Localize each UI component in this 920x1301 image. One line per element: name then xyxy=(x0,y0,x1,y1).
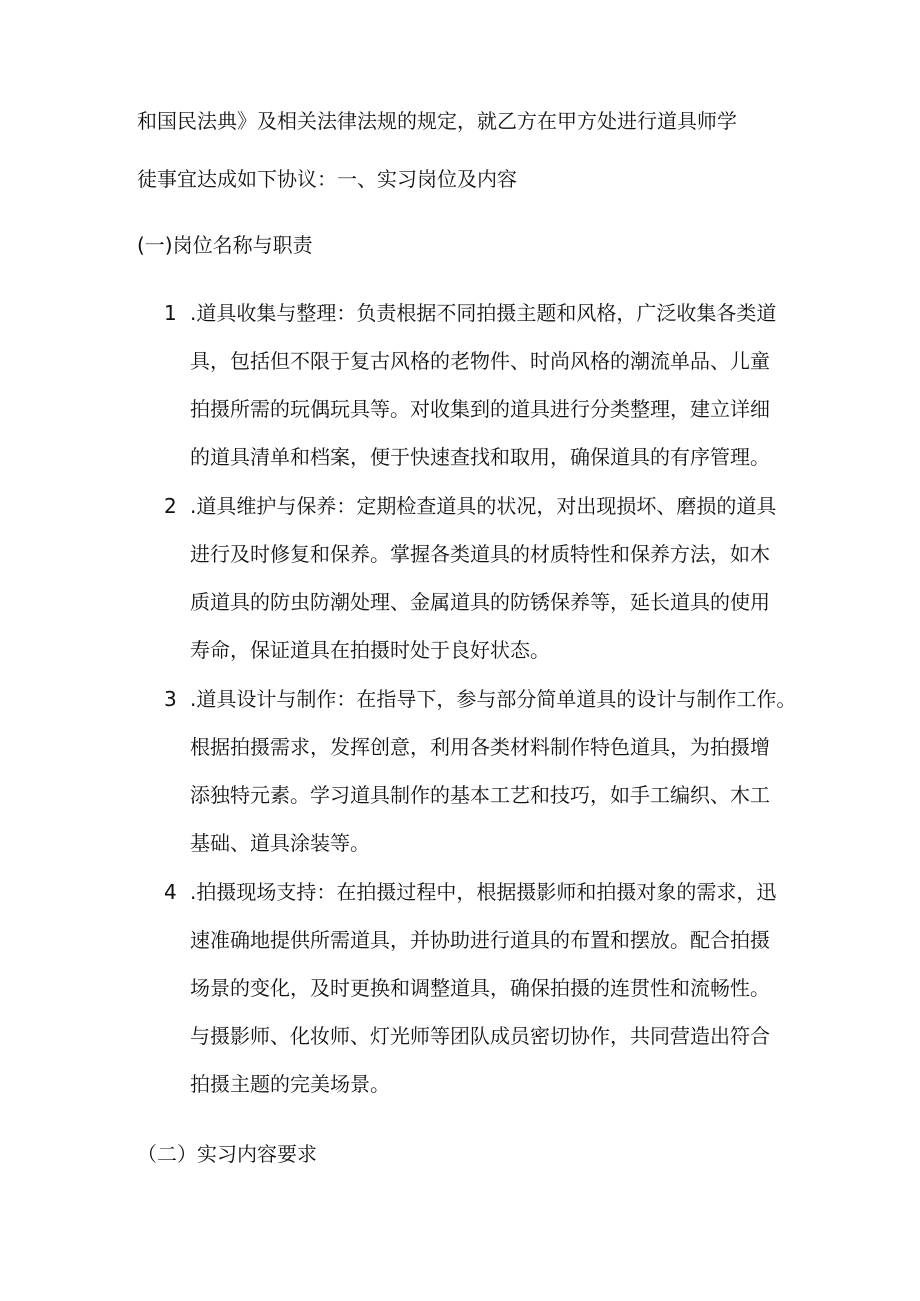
item-line: 根据拍摄需求，发挥创意，利用各类材料制作特色道具，为拍摄增 xyxy=(190,735,770,759)
item-line: .道具收集与整理：负责根据不同拍摄主题和风格，广泛收集各类道 xyxy=(190,301,777,325)
item-line: .道具维护与保养：定期检查道具的状况，对出现损坏、磨损的道具 xyxy=(190,494,777,518)
item-line: 基础、道具涂装等。 xyxy=(190,831,370,855)
item-line: 速准确地提供所需道具，并协助进行道具的布置和摆放。配合拍摄 xyxy=(190,928,770,952)
item-number: 1 xyxy=(164,301,177,325)
item-line: .道具设计与制作：在指导下，参与部分简单道具的设计与制作工作。 xyxy=(190,687,797,711)
section-heading-1: (一)岗位名称与职责 xyxy=(137,233,313,257)
item-line: 拍摄所需的玩偶玩具等。对收集到的道具进行分类整理，建立详细 xyxy=(190,397,770,421)
section-heading-2: （二）实习内容要求 xyxy=(137,1142,317,1166)
item-line: 质道具的防虫防潮处理、金属道具的防锈保养等，延长道具的使用 xyxy=(190,590,770,614)
item-number: 2 xyxy=(164,494,177,518)
item-line: .拍摄现场支持：在拍摄过程中，根据摄影师和拍摄对象的需求，迅 xyxy=(190,880,777,904)
item-line: 寿命，保证道具在拍摄时处于良好状态。 xyxy=(190,638,550,662)
item-line: 的道具清单和档案，便于快速查找和取用，确保道具的有序管理。 xyxy=(190,445,770,469)
item-line: 具，包括但不限于复古风格的老物件、时尚风格的潮流单品、儿童 xyxy=(190,349,770,373)
item-line: 拍摄主题的完美场景。 xyxy=(190,1072,390,1096)
intro-line-2: 徒事宜达成如下协议：一、实习岗位及内容 xyxy=(137,167,517,191)
intro-line-1: 和国民法典》及相关法律法规的规定，就乙方在甲方处进行道具师学 xyxy=(137,109,737,133)
item-line: 进行及时修复和保养。掌握各类道具的材质特性和保养方法，如木 xyxy=(190,542,770,566)
item-line: 添独特元素。学习道具制作的基本工艺和技巧，如手工编织、木工 xyxy=(190,783,770,807)
item-line: 与摄影师、化妆师、灯光师等团队成员密切协作，共同营造出符合 xyxy=(190,1024,770,1048)
item-number: 4 xyxy=(164,880,177,904)
item-line: 场景的变化，及时更换和调整道具，确保拍摄的连贯性和流畅性。 xyxy=(190,976,770,1000)
item-number: 3 xyxy=(164,687,177,711)
